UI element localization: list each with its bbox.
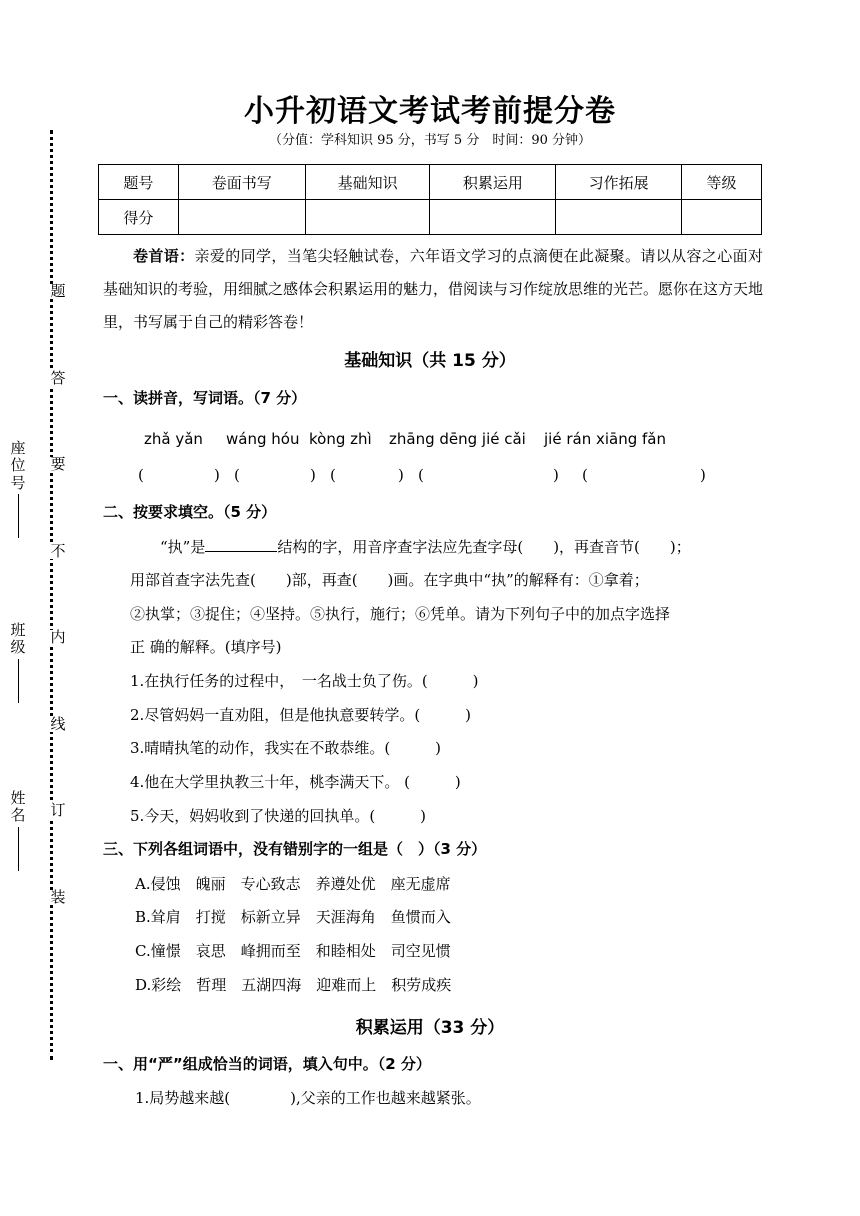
paragraph-line: ②执掌；③捉住；④坚持。⑤执行，施行；⑥凭单。请为下列句子中的加点字选择 xyxy=(130,605,671,623)
page-title: 小升初语文考试考前提分卷 xyxy=(244,94,616,129)
list-item: 1.局势越来越( ),父亲的工作也越来越紧张。 xyxy=(135,1089,481,1107)
answer-bracket-close[interactable]: ) xyxy=(214,466,220,484)
answer-bracket-close[interactable]: ) xyxy=(700,466,706,484)
score-cell[interactable] xyxy=(556,200,682,235)
name-label: 姓名 xyxy=(10,789,26,825)
fill-blank-line xyxy=(160,536,691,557)
seal-char: 订 xyxy=(48,803,68,818)
paragraph-line: 正 确的解释。(填序号) xyxy=(130,638,282,656)
pinyin-word: jié rán xiāng fǎn xyxy=(544,430,666,448)
question-heading: 二、按要求填空。（5 分） xyxy=(103,503,277,521)
list-item: 2.尽管妈妈一直劝阻，但是他执意要转学。( ) xyxy=(130,706,472,724)
section-title-accumulation: 积累运用（33 分） xyxy=(355,1018,505,1038)
answer-bracket-close[interactable]: ) xyxy=(398,466,404,484)
answer-bracket-open[interactable]: ( xyxy=(234,466,240,484)
option-item: B.耸肩 打搅 标新立异 天涯海角 鱼惯而入 xyxy=(135,908,451,926)
score-cell[interactable] xyxy=(305,200,430,235)
text-segment: “执”是 xyxy=(160,538,206,556)
header-cell: 习作拓展 xyxy=(556,165,682,200)
option-item: A.侵蚀 魄丽 专心致志 养遵处优 座无虚席 xyxy=(135,875,451,893)
intro-text: 亲爱的同学，当笔尖轻触试卷，六年语文学习的点滴便在此凝聚。请以从容之心面对基础知识的考验，用细腻之感体会积累运用的魅力，借阅读与习作绽放思维的光芒。愿你在这方天地里，书写属于自己的精彩答卷！ xyxy=(103,247,764,331)
answer-bracket-open[interactable]: ( xyxy=(582,466,588,484)
answer-bracket-open[interactable]: ( xyxy=(138,466,144,484)
header-cell: 等级 xyxy=(682,165,762,200)
seal-char: 题 xyxy=(48,284,68,299)
question-heading: 一、用“严”组成恰当的词语，填入句中。（2 分） xyxy=(103,1055,431,1073)
pinyin-word: wáng hóu xyxy=(226,430,300,448)
header-cell: 卷面书写 xyxy=(178,165,305,200)
seal-char: 装 xyxy=(48,890,68,905)
score-cell[interactable] xyxy=(178,200,305,235)
option-item: D.彩绘 哲理 五湖四海 迎难而上 积劳成疾 xyxy=(135,976,452,994)
score-cell[interactable] xyxy=(682,200,762,235)
answer-bracket-open[interactable]: ( xyxy=(418,466,424,484)
intro-paragraph xyxy=(103,240,763,339)
header-cell: 积累运用 xyxy=(430,165,556,200)
page-subtitle: （分值：学科知识 95 分，书写 5 分 时间：90 分钟） xyxy=(268,133,592,148)
pinyin-word: zhǎ yǎn xyxy=(144,430,203,448)
list-item: 3.晴晴执笔的动作，我实在不敢恭维。( ) xyxy=(130,739,442,757)
structure-blank[interactable] xyxy=(205,538,277,552)
list-item: 4.他在大学里执教三十年，桃李满天下。 ( ) xyxy=(130,773,461,791)
text-segment: 结构的字，用音序查字法应先查字母( )，再查音节( )； xyxy=(277,538,691,556)
section-title-basic: 基础知识（共 15 分） xyxy=(344,351,516,371)
header-cell: 题号 xyxy=(99,165,179,200)
header-cell: 基础知识 xyxy=(305,165,430,200)
seat-number-field[interactable] xyxy=(8,440,28,538)
score-table-score-row xyxy=(99,200,762,235)
answer-bracket-open[interactable]: ( xyxy=(330,466,336,484)
seat-number-underline xyxy=(18,494,19,538)
list-item: 1.在执行任务的过程中， 一名战士负了伤。( ) xyxy=(130,672,479,690)
seat-number-label: 座位号 xyxy=(10,439,26,492)
seal-char: 线 xyxy=(48,717,68,732)
class-underline xyxy=(18,659,19,703)
seal-char: 不 xyxy=(48,544,68,559)
option-item: C.憧憬 哀思 峰拥而至 和睦相处 司空见惯 xyxy=(135,942,451,960)
name-underline xyxy=(18,827,19,871)
paragraph-line: 用部首查字法先查( )部，再查( )画。在字典中“执”的解释有：①拿着； xyxy=(130,571,649,589)
question-heading: 一、读拼音，写词语。（7 分） xyxy=(103,389,307,407)
seal-char: 答 xyxy=(48,371,68,386)
pinyin-word: zhāng dēng jié cǎi xyxy=(389,430,526,448)
binding-dotted-line xyxy=(50,130,53,1060)
class-label: 班级 xyxy=(10,621,26,657)
question-heading: 三、下列各组词语中，没有错别字的一组是（ ）（3 分） xyxy=(103,840,487,858)
seal-char: 要 xyxy=(48,457,68,472)
answer-bracket-close[interactable]: ) xyxy=(553,466,559,484)
pinyin-word: kòng zhì xyxy=(309,430,372,448)
score-cell[interactable] xyxy=(430,200,556,235)
seal-char: 内 xyxy=(48,630,68,645)
class-field[interactable] xyxy=(8,622,28,703)
score-table-header-row xyxy=(99,165,762,200)
score-table xyxy=(98,164,762,235)
score-row-label: 得分 xyxy=(99,200,179,235)
list-item: 5.今天，妈妈收到了快递的回执单。( ) xyxy=(130,807,427,825)
answer-bracket-close[interactable]: ) xyxy=(310,466,316,484)
intro-lead: 卷首语： xyxy=(133,247,195,265)
name-field[interactable] xyxy=(8,790,28,871)
